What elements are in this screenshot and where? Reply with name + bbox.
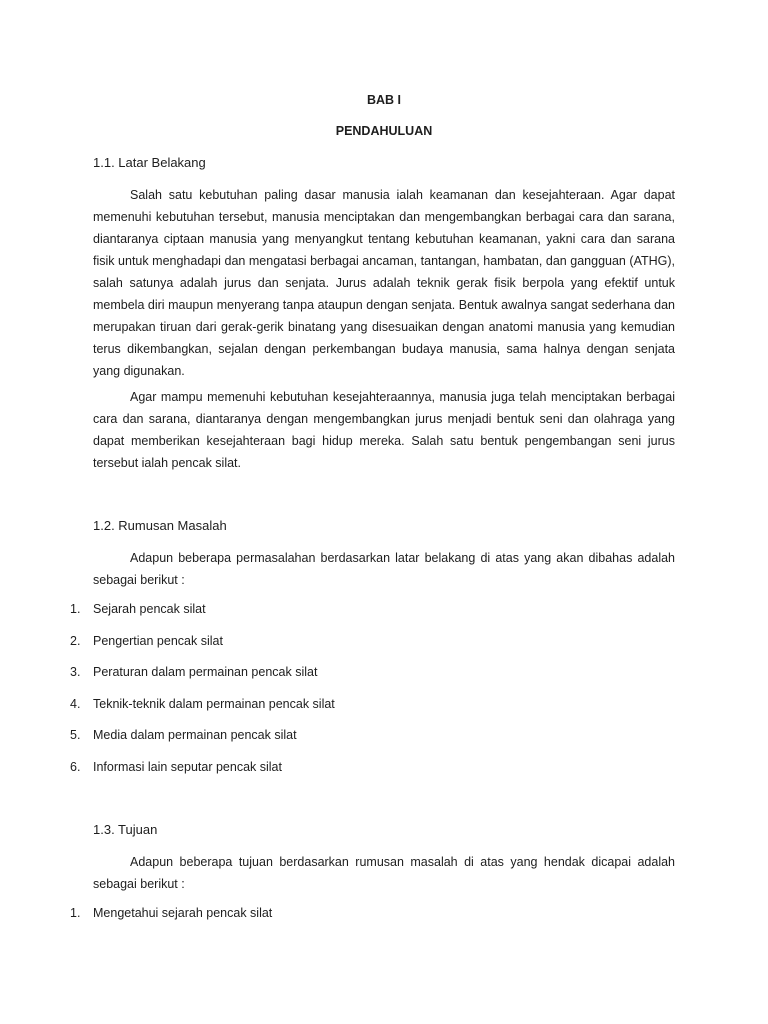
list-number: 5. (70, 728, 81, 742)
paragraph-text: Salah satu kebutuhan paling dasar manusia ialah keamanan dan kesejahteraan. Agar dapat memenuhi kebutuhan tersebut, manusia menciptakan dan mengembangkan berbagai cara dan sarana, diantaranya ciptaan manusia yang menyangkut tentang kebutuhan keamanan, yakni cara dan sarana fisik untuk menghadapi dan mengatasi berbagai ancaman, tantangan, hambatan, dan gangguan (ATHG), salah satunya adalah jurus dan senjata. Jurus adalah teknik gerak fisik berpola yang efektif untuk membela diri maupun menyerang tanpa ataupun dengan senjata. Bentuk awalnya sangat sederhana dan merupakan tiruan dari gerak-gerik binatang yang disesuaikan dengan anatomi manusia yang kemudian terus dikembangkan, sejalan dengan perkembangan budaya manusia, sama halnya dengan senjata yang digunakan. (93, 188, 675, 378)
list-text: Pengertian pencak silat (93, 634, 223, 648)
list-item (70, 760, 282, 774)
list-text: Mengetahui sejarah pencak silat (93, 906, 273, 920)
paragraph-text: Adapun beberapa tujuan berdasarkan rumusan masalah di atas yang hendak dicapai adalah sebagai berikut : (93, 855, 675, 891)
list-number: 6. (70, 760, 81, 774)
paragraph-latar-belakang-1 (93, 184, 675, 382)
section-heading-tujuan: 1.3. Tujuan (93, 822, 158, 837)
list-item (70, 634, 223, 648)
list-text: Teknik-teknik dalam permainan pencak silat (93, 697, 335, 711)
list-item (70, 665, 317, 679)
paragraph-text: Agar mampu memenuhi kebutuhan kesejahteraannya, manusia juga telah menciptakan berbagai cara dan sarana, diantaranya dengan mengembangkan jurus menjadi bentuk seni dan olahraga yang dapat memberikan kesejahteraan bagi hidup mereka. Salah satu bentuk pengembangan seni jurus tersebut ialah pencak silat. (93, 390, 675, 470)
list-item (70, 728, 297, 742)
list-number: 4. (70, 697, 81, 711)
list-text: Peraturan dalam permainan pencak silat (93, 665, 318, 679)
paragraph-latar-belakang-2 (93, 386, 675, 474)
list-text: Media dalam permainan pencak silat (93, 728, 297, 742)
list-number: 1. (70, 602, 81, 616)
list-text: Sejarah pencak silat (93, 602, 206, 616)
list-number: 3. (70, 665, 81, 679)
list-number: 1. (70, 906, 81, 920)
paragraph-rumusan-intro (93, 547, 675, 591)
list-item (70, 906, 272, 920)
list-text: Informasi lain seputar pencak silat (93, 760, 282, 774)
paragraph-tujuan-intro (93, 851, 675, 895)
list-number: 2. (70, 634, 81, 648)
paragraph-text: Adapun beberapa permasalahan berdasarkan latar belakang di atas yang akan dibahas adalah sebagai berikut : (93, 551, 675, 587)
list-item (70, 697, 335, 711)
section-heading-latar-belakang: 1.1. Latar Belakang (93, 155, 206, 170)
chapter-number: BAB I (366, 93, 402, 107)
section-heading-rumusan-masalah: 1.2. Rumusan Masalah (93, 518, 227, 533)
chapter-title: PENDAHULUAN (335, 124, 433, 138)
list-item (70, 602, 206, 616)
